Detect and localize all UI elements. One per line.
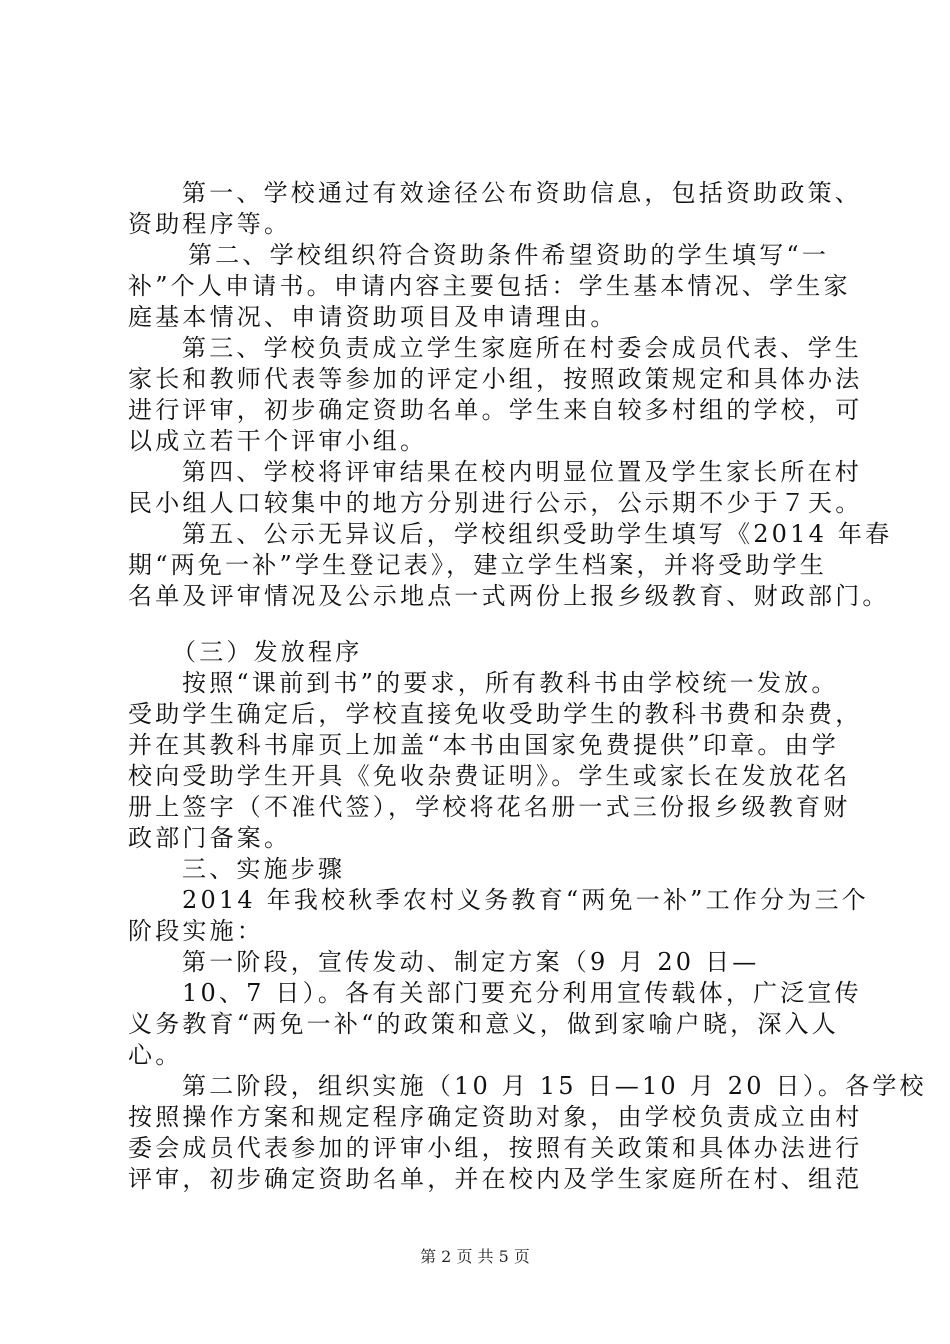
paragraph-line: 以成立若干个评审小组。 xyxy=(128,427,428,455)
paragraph-line: 名单及评审情况及公示地点一式两份上报乡级教育、财政部门。 xyxy=(128,582,890,610)
paragraph-line: 第一阶段，宣传发动、制定方案（9 月 20 日— xyxy=(182,948,760,976)
paragraph-line: 委会成员代表参加的评审小组，按照有关政策和具体办法进行 xyxy=(128,1134,863,1162)
paragraph-line: 第二、学校组织符合资助条件希望资助的学生填写“一 xyxy=(188,241,830,269)
paragraph-line: 民小组人口较集中的地方分别进行公示，公示期不少于７天。 xyxy=(128,489,863,517)
paragraph-line: 校向受助学生开具《免收杂费证明》。学生或家长在发放花名 xyxy=(128,762,851,790)
paragraph-line: 按照“课前到书”的要求，所有教科书由学校统一发放。 xyxy=(182,669,839,697)
paragraph-line: 进行评审，初步确定资助名单。学生来自较多村组的学校，可 xyxy=(128,396,863,424)
paragraph-line: 第四、学校将评审结果在校内明显位置及学生家长所在村 xyxy=(182,458,862,486)
paragraph-line: 期“两免一补”学生登记表》，建立学生档案，并将受助学生 xyxy=(128,551,827,579)
paragraph-line: 心。 xyxy=(128,1041,183,1069)
section-heading: 三、实施步骤 xyxy=(182,855,346,883)
paragraph-line: 第五、公示无异议后，学校组织受助学生填写《2014 年春 xyxy=(182,520,893,548)
paragraph-line: 资助程序等。 xyxy=(128,210,292,238)
paragraph-line: 阶段实施： xyxy=(128,917,264,945)
paragraph-line: 家长和教师代表等参加的评定小组，按照政策规定和具体办法 xyxy=(128,365,863,393)
section-heading: （三）发放程序 xyxy=(172,638,363,666)
paragraph-line: 10、7 日）。各有关部门要充分利用宣传载体，广泛宣传 xyxy=(182,979,862,1007)
page-number-footer: 第 2 页 共 5 页 xyxy=(420,1247,530,1266)
paragraph-line: 第二阶段，组织实施（10 月 15 日—10 月 20 日）。各学校 xyxy=(182,1072,927,1100)
paragraph-line: 第三、学校负责成立学生家庭所在村委会成员代表、学生 xyxy=(182,334,862,362)
paragraph-line: 并在其教科书扉页上加盖“本书由国家免费提供”印章。由学 xyxy=(128,731,839,759)
paragraph-line: 评审，初步确定资助名单，并在校内及学生家庭所在村、组范 xyxy=(128,1165,863,1193)
paragraph-line: 受助学生确定后，学校直接免收受助学生的教科书费和杂费， xyxy=(128,700,863,728)
paragraph-line: 义务教育“两免一补“的政策和意义，做到家喻户晓，深入人 xyxy=(128,1010,839,1038)
paragraph-line: 补”个人申请书。申请内容主要包括：学生基本情况、学生家 xyxy=(128,272,851,300)
paragraph-line: 庭基本情况、申请资助项目及申请理由。 xyxy=(128,303,618,331)
paragraph-line: 册上签字（不准代签），学校将花名册一式三份报乡级教育财 xyxy=(128,793,851,821)
paragraph-line: 第一、学校通过有效途径公布资助信息，包括资助政策、 xyxy=(182,179,862,207)
paragraph-line: 按照操作方案和规定程序确定资助对象，由学校负责成立由村 xyxy=(128,1103,863,1131)
paragraph-line: 2014 年我校秋季农村义务教育“两免一补”工作分为三个 xyxy=(182,886,869,914)
paragraph-line: 政部门备案。 xyxy=(128,824,292,852)
